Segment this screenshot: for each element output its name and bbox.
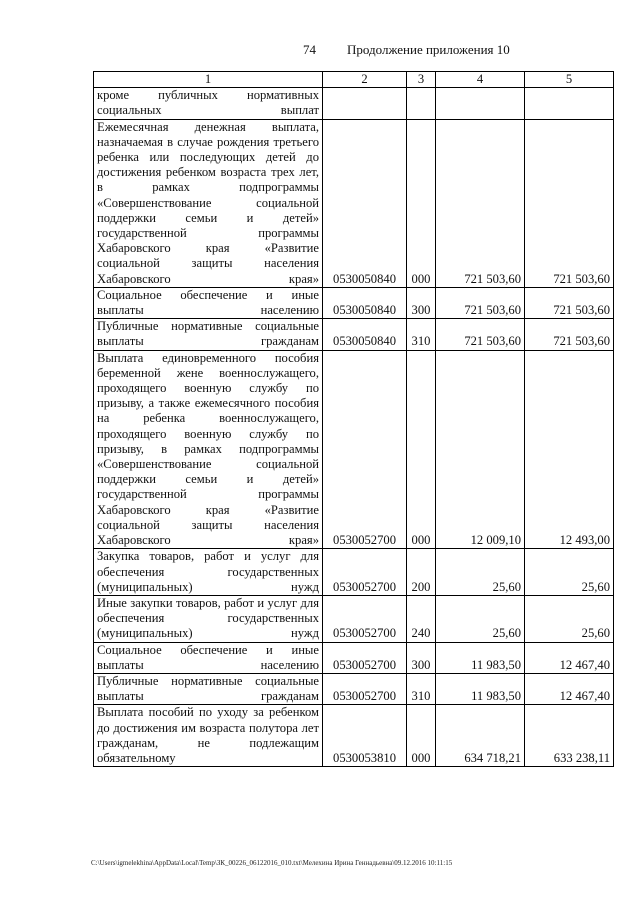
row-sum-year-1: 721 503,60 <box>436 287 525 318</box>
row-sum-year-1: 25,60 <box>436 595 525 642</box>
row-target-code: 0530050840 <box>323 287 407 318</box>
table-row <box>94 287 614 318</box>
row-expense-type: 300 <box>407 287 436 318</box>
table-row <box>94 595 614 642</box>
row-description: Ежемесячная денежная выплата, назначаемая в случае рождения третьего ребенка или последующих детей до достижения ребенком возраста трех лет, в рамках подпрограммы «Совершенствование социальной поддержки семьи и детей» государственной программы Хабаровского края «Развитие социальной защиты населения Хабаровского края» <box>94 119 323 287</box>
row-description: Публичные нормативные социальные выплаты гражданам <box>94 319 323 350</box>
row-expense-type: 240 <box>407 595 436 642</box>
row-target-code: 0530052700 <box>323 549 407 596</box>
row-sum-year-2: 633 238,11 <box>525 705 614 767</box>
row-description: кроме публичных нормативных социальных выплат <box>94 88 323 119</box>
column-header: 4 <box>436 72 525 88</box>
row-description: Выплата единовременного пособия беременной жене военнослужащего, проходящего военную службу по призыву, а также ежемесячного пособия на ребенка военнослужащего, проходящего военную службу по призыву, в рамках подпрограммы «Совершенствование социальной поддержки семьи и детей» государственной программы Хабаровского края «Развитие социальной защиты населения Хабаровского края» <box>94 350 323 549</box>
table-row <box>94 549 614 596</box>
row-target-code: 0530052700 <box>323 642 407 673</box>
row-expense-type: 310 <box>407 673 436 704</box>
row-expense-type: 000 <box>407 119 436 287</box>
row-sum-year-1: 11 983,50 <box>436 673 525 704</box>
budget-table <box>93 71 614 767</box>
row-target-code: 0530053810 <box>323 705 407 767</box>
row-sum-year-1: 25,60 <box>436 549 525 596</box>
row-description: Социальное обеспечение и иные выплаты населению <box>94 642 323 673</box>
table-row <box>94 642 614 673</box>
row-expense-type <box>407 88 436 119</box>
row-sum-year-1: 721 503,60 <box>436 319 525 350</box>
row-description: Иные закупки товаров, работ и услуг для обеспечения государственных (муниципальных) нужд <box>94 595 323 642</box>
row-sum-year-2: 721 503,60 <box>525 319 614 350</box>
row-expense-type: 000 <box>407 350 436 549</box>
row-expense-type: 310 <box>407 319 436 350</box>
table-row <box>94 119 614 287</box>
row-sum-year-1: 634 718,21 <box>436 705 525 767</box>
row-sum-year-2: 721 503,60 <box>525 119 614 287</box>
row-sum-year-1: 12 009,10 <box>436 350 525 549</box>
row-target-code: 0530050840 <box>323 119 407 287</box>
row-expense-type: 000 <box>407 705 436 767</box>
row-target-code: 0530052700 <box>323 595 407 642</box>
column-header: 5 <box>525 72 614 88</box>
page-number: 74 <box>303 42 316 57</box>
table-row <box>94 319 614 350</box>
column-header: 2 <box>323 72 407 88</box>
row-sum-year-2: 721 503,60 <box>525 287 614 318</box>
table-row <box>94 350 614 549</box>
column-header: 3 <box>407 72 436 88</box>
table-row <box>94 673 614 704</box>
row-description: Социальное обеспечение и иные выплаты населению <box>94 287 323 318</box>
row-target-code <box>323 88 407 119</box>
row-sum-year-1: 721 503,60 <box>436 119 525 287</box>
row-sum-year-1: 11 983,50 <box>436 642 525 673</box>
row-target-code: 0530052700 <box>323 673 407 704</box>
row-description: Закупка товаров, работ и услуг для обеспечения государственных (муниципальных) нужд <box>94 549 323 596</box>
row-sum-year-2: 12 467,40 <box>525 642 614 673</box>
table-row <box>94 705 614 767</box>
table-row <box>94 88 614 119</box>
row-description: Выплата пособий по уходу за ребенком до достижения им возраста полутора лет гражданам, не подлежащим обязательному <box>94 705 323 767</box>
appendix-title: Продолжение приложения 10 <box>347 42 510 57</box>
row-sum-year-2: 25,60 <box>525 549 614 596</box>
row-expense-type: 300 <box>407 642 436 673</box>
row-description: Публичные нормативные социальные выплаты гражданам <box>94 673 323 704</box>
row-expense-type: 200 <box>407 549 436 596</box>
row-sum-year-2: 12 493,00 <box>525 350 614 549</box>
row-sum-year-2: 25,60 <box>525 595 614 642</box>
row-sum-year-2 <box>525 88 614 119</box>
row-sum-year-1 <box>436 88 525 119</box>
table-header-row <box>94 72 614 88</box>
row-sum-year-2: 12 467,40 <box>525 673 614 704</box>
row-target-code: 0530050840 <box>323 319 407 350</box>
column-header: 1 <box>94 72 323 88</box>
row-target-code: 0530052700 <box>323 350 407 549</box>
footer-file-path: C:\Users\igmelekhina\AppData\Local\Temp\ЗК_00226_06122016_010.txt\Мелехина Ирина Геннадьевна\09.12.2016 10:11:15 <box>91 859 453 867</box>
